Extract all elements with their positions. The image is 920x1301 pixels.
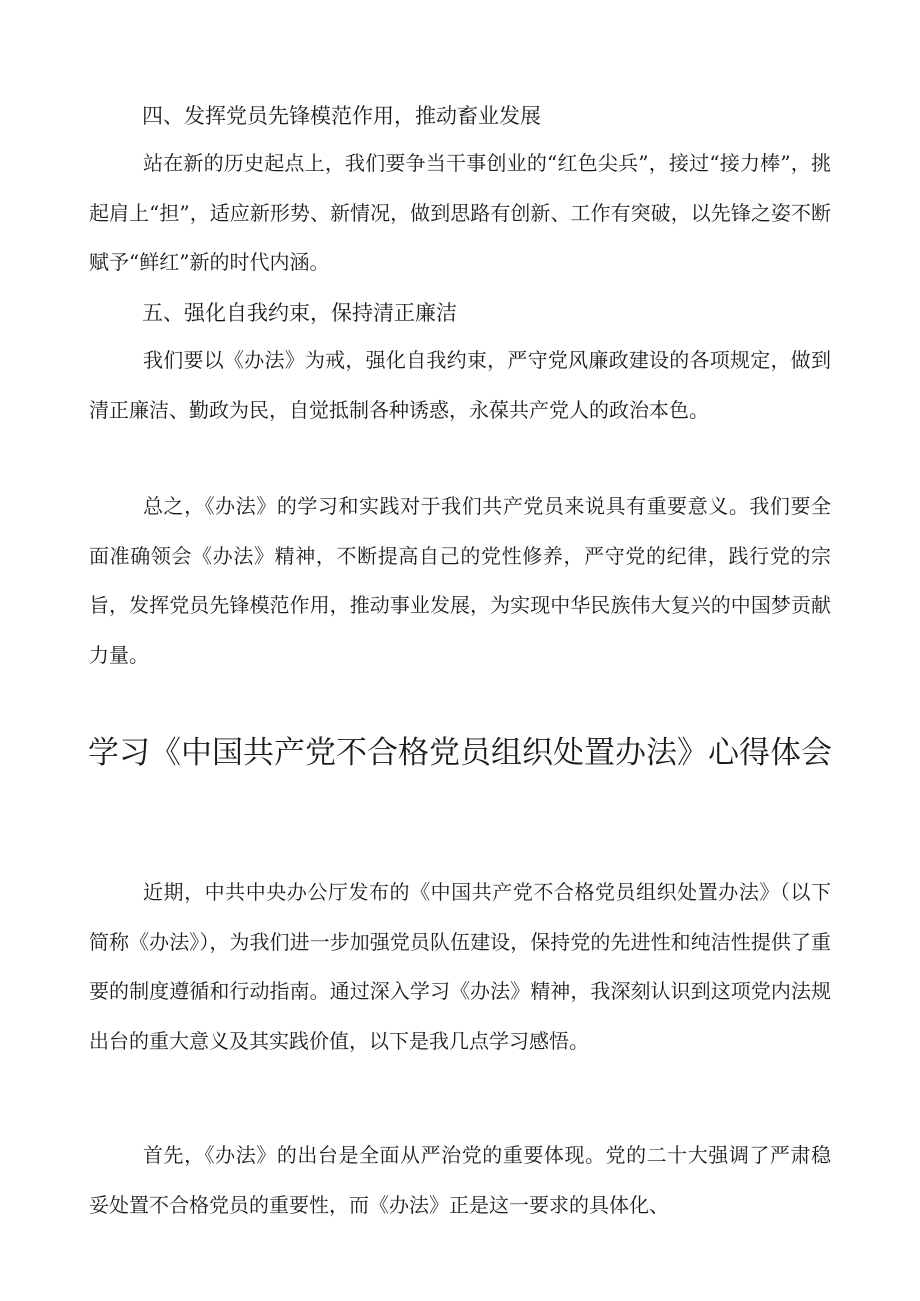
intro-paragraph: 近期，中共中央办公厅发布的《中国共产党不合格党员组织处置办法》（以下简称《办法》），为我们进一步加强党员队伍建设，保持党的先进性和纯洁性提供了重要的制度遵循和行动指南。通过深入学习《办法》精神，我深刻认识到这项党内法规出台的重大意义及其实践价值，以下是我几点学习感悟。	[89, 880, 831, 1053]
section-paragraph-4: 站在新的历史起点上，我们要争当干事创业的“红色尖兵”，接过“接力棒”，挑起肩上“担”，适应新形势、新情况，做到思路有创新、工作有突破，以先锋之姿不断赋予“鲜红”新的时代内涵。	[89, 151, 831, 274]
first-point-paragraph: 首先，《办法》的出台是全面从严治党的重要体现。党的二十大强调了严肃稳妥处置不合格党员的重要性，而《办法》正是这一要求的具体化、	[89, 1143, 831, 1217]
summary-paragraph: 总之，《办法》的学习和实践对于我们共产党员来说具有重要意义。我们要全面准确领会《办法》精神，不断提高自己的党性修养，严守党的纪律，践行党的宗旨，发挥党员先锋模范作用，推动事业发展，为实现中华民族伟大复兴的中国梦贡献力量。	[89, 494, 831, 667]
article-title: 学习《中国共产党不合格党员组织处置办法》心得体会	[88, 735, 832, 771]
section-heading-5: 五、强化自我约束，保持清正廉洁	[142, 301, 457, 325]
section-paragraph-5: 我们要以《办法》为戒，强化自我约束，严守党风廉政建设的各项规定，做到清正廉洁、勤政为民，自觉抵制各种诱惑，永葆共产党人的政治本色。	[89, 348, 831, 422]
section-heading-4: 四、发挥党员先锋模范作用，推动畜业发展	[142, 104, 541, 128]
